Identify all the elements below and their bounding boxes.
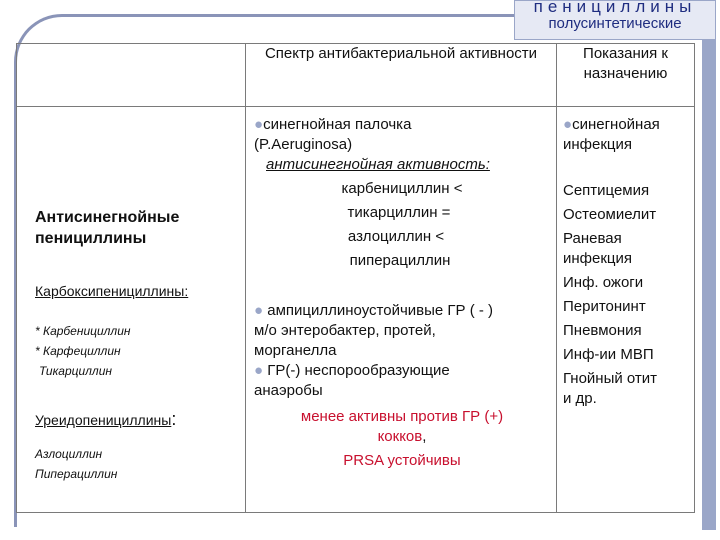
spectrum-text: ГР(-) неспорообразующие xyxy=(263,362,450,379)
drug-groups-cell xyxy=(17,107,246,513)
indication-item: Остеомиелит xyxy=(563,206,657,223)
bullet-icon: ● xyxy=(254,302,264,319)
indications-cell xyxy=(557,107,695,513)
warning-line: PRSA устойчивы xyxy=(343,452,461,469)
spectrum-line: морганелла xyxy=(254,342,337,359)
decorative-side-bar xyxy=(702,38,716,530)
spectrum-cell xyxy=(246,107,557,513)
carboxy-label: Карбоксипенициллины: xyxy=(35,283,189,299)
indication-line xyxy=(563,115,690,135)
list-item: Тикарциллин xyxy=(39,364,112,378)
spectrum-line: карбенициллин < xyxy=(341,180,463,197)
ureido-list xyxy=(35,444,245,484)
list-item: * Карбенициллин xyxy=(35,324,131,338)
list-item: * Карфециллин xyxy=(35,344,121,358)
spectrum-text: ампициллиноустойчивые ГР ( - ) xyxy=(263,302,494,319)
spectrum-line: тикарциллин = xyxy=(347,204,451,221)
warning-line: менее активны против ГР (+) xyxy=(300,408,504,425)
indication-item: инфекция xyxy=(563,250,633,267)
header-spectrum: Спектр антибактериальной активности xyxy=(246,44,557,107)
spectrum-line xyxy=(254,301,550,321)
warning-line xyxy=(254,427,550,447)
spectrum-line: анаэробы xyxy=(254,382,323,399)
table-body-row xyxy=(17,107,695,513)
ureido-label: Уреидопенициллины xyxy=(35,412,172,428)
spectrum-text: синегнойная палочка xyxy=(263,116,412,133)
ureido-label-line xyxy=(35,409,245,430)
header-cell-empty xyxy=(17,44,246,107)
indication-text: синегнойная xyxy=(572,116,660,133)
spectrum-line: пиперациллин xyxy=(349,252,451,269)
slide-title xyxy=(514,0,716,40)
bullet-icon: ● xyxy=(254,116,264,133)
carboxy-list xyxy=(35,321,245,381)
spectrum-line xyxy=(254,115,550,135)
title-line-1: пенициллины xyxy=(533,0,697,16)
indication-item: Раневая xyxy=(563,230,622,247)
group-title: Антисинегнойные пенициллины xyxy=(35,209,180,247)
indication-item: Септицемия xyxy=(563,182,650,199)
indication-item: Гнойный отит xyxy=(563,370,658,387)
spectrum-line: антисинегнойная активность: xyxy=(266,156,490,173)
title-line-2: полусинтетические xyxy=(548,15,682,32)
list-item: Пиперациллин xyxy=(35,467,118,481)
bullet-icon: ● xyxy=(563,116,573,133)
spectrum-line: азлоциллин < xyxy=(347,228,445,245)
warning-comma: , xyxy=(422,428,427,445)
header-indications: Показания к назначению xyxy=(557,44,695,107)
list-item: Азлоциллин xyxy=(35,447,103,461)
indication-item: Пневмония xyxy=(563,322,642,339)
indication-item: Перитонинт xyxy=(563,298,646,315)
table-header-row xyxy=(17,44,695,107)
indication-line: инфекция xyxy=(563,136,633,153)
warning-text: кокков xyxy=(377,428,423,445)
ureido-colon: : xyxy=(171,409,177,429)
indication-item: Инф. ожоги xyxy=(563,274,644,291)
indication-item: и др. xyxy=(563,390,597,407)
spectrum-line: (P.Aeruginosa) xyxy=(254,136,353,153)
spectrum-line xyxy=(254,361,550,381)
indication-item: Инф-ии МВП xyxy=(563,346,654,363)
bullet-icon: ● xyxy=(254,362,264,379)
spectrum-line: м/о энтеробактер, протей, xyxy=(254,322,436,339)
penicillin-table xyxy=(16,43,695,513)
